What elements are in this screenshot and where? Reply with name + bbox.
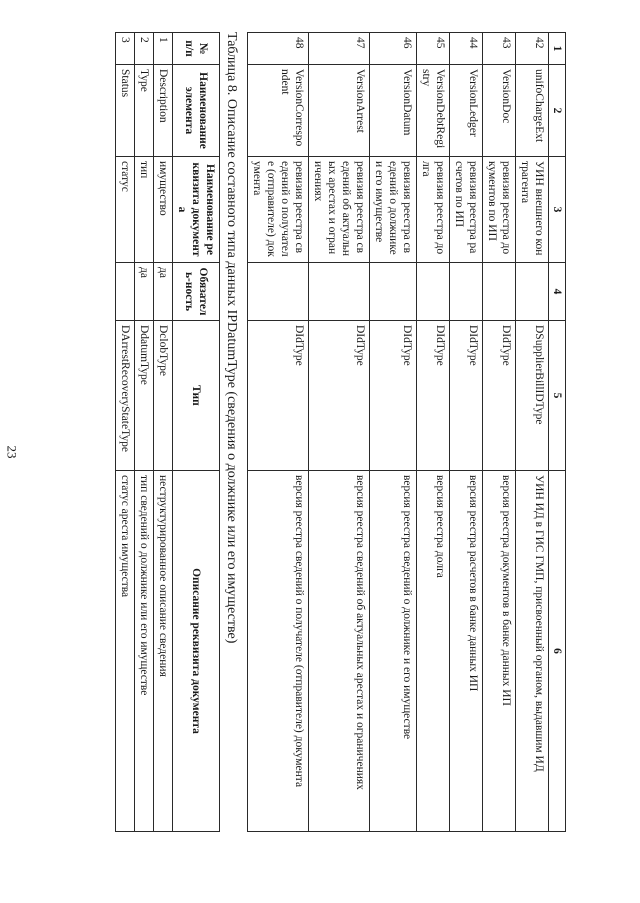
page-body <box>115 32 566 832</box>
table-cell: 44 <box>449 33 482 65</box>
table-row <box>416 33 449 832</box>
table-cell: УИН ИД в ГИС ГМП, присвоенный органом, выдавшим ИД <box>515 471 548 832</box>
table-cell: ревизия реестра сведений об актуальных арестах и ограничениях <box>308 157 369 263</box>
table-cell: ревизия реестра сведений о получателе (отправителе) документа <box>247 157 308 263</box>
table-cell: DIdType <box>449 321 482 471</box>
table-row <box>449 33 482 832</box>
header-cell-1: 1 <box>548 33 565 65</box>
header-cell-6: 6 <box>548 471 565 832</box>
table-cell: DclobType <box>153 321 172 471</box>
table-cell: VersionCorrespondent <box>247 65 308 157</box>
table-cell: ревизия реестра расчетов по ИП <box>449 157 482 263</box>
table-cell: имущество <box>153 157 172 263</box>
table-cell: версия реестра долга <box>416 471 449 832</box>
table-cell: статус ареста имущества <box>115 471 134 832</box>
table-cell: ревизия реестра сведений о должнике и его имуществе <box>369 157 416 263</box>
table-cell: 43 <box>482 33 515 65</box>
table-cell: Status <box>115 65 134 157</box>
table-row <box>308 33 369 832</box>
table-cell: Description <box>153 65 172 157</box>
table-cell: тип сведений о должнике или его имуществе <box>134 471 153 832</box>
table-cell: VersionDoc <box>482 65 515 157</box>
table-row <box>153 33 172 832</box>
table-cell <box>308 263 369 321</box>
table-row <box>482 33 515 832</box>
table-cell: VersionDebtRegistry <box>416 65 449 157</box>
table-cell: 1 <box>153 33 172 65</box>
table-cell: 48 <box>247 33 308 65</box>
header-element-name: Наименование элемента <box>172 65 219 157</box>
ipdatumtype-table <box>115 32 220 832</box>
table-row <box>115 33 134 832</box>
table1-header-row <box>548 33 565 832</box>
table1-body <box>247 33 548 832</box>
table-cell: unifoChargeExt <box>515 65 548 157</box>
table-row <box>369 33 416 832</box>
header-cell-2: 2 <box>548 65 565 157</box>
table-cell <box>369 263 416 321</box>
table-row <box>134 33 153 832</box>
header-description: Описание реквизита документа <box>172 471 219 832</box>
table-cell: Type <box>134 65 153 157</box>
table-cell: DIdType <box>308 321 369 471</box>
table2-body <box>115 33 172 832</box>
continued-attributes-table <box>247 32 566 832</box>
table-cell: VersionDatum <box>369 65 416 157</box>
header-attribute-name: Наименование реквизита документа <box>172 157 219 263</box>
table-cell: DSupplierBillIDType <box>515 321 548 471</box>
table-row <box>247 33 308 832</box>
header-cell-4: 4 <box>548 263 565 321</box>
table-cell: DIdType <box>416 321 449 471</box>
table-cell: статус <box>115 157 134 263</box>
header-cell-3: 3 <box>548 157 565 263</box>
table-cell: неструктурированное описание сведения <box>153 471 172 832</box>
table-cell: версия реестра документов в банке данных ИП <box>482 471 515 832</box>
table-cell: 3 <box>115 33 134 65</box>
table-cell <box>449 263 482 321</box>
table-cell <box>247 263 308 321</box>
table-row <box>515 33 548 832</box>
header-required: Обязатель-ность <box>172 263 219 321</box>
table-cell: версия реестра сведений о получателе (отправителе) документа <box>247 471 308 832</box>
page-number: 23 <box>4 445 19 458</box>
table-cell: версия реестра расчетов в банке данных ИП <box>449 471 482 832</box>
table-cell <box>482 263 515 321</box>
table-cell <box>416 263 449 321</box>
table-cell: ревизия реестра долга <box>416 157 449 263</box>
table-cell: да <box>153 263 172 321</box>
table-cell: УИН внешнего контрагента <box>515 157 548 263</box>
table-cell: 45 <box>416 33 449 65</box>
table2-header <box>172 33 219 832</box>
header-number: № п/п <box>172 33 219 65</box>
table-cell: 2 <box>134 33 153 65</box>
table-cell: DIdType <box>482 321 515 471</box>
table-cell <box>115 263 134 321</box>
table-cell: тип <box>134 157 153 263</box>
table-caption: Таблица 8. Описание составного типа данных IPDatumType (сведения о должнике или его имуществе) <box>223 32 239 644</box>
table-cell: 42 <box>515 33 548 65</box>
table-cell: DIdType <box>369 321 416 471</box>
table-cell: 46 <box>369 33 416 65</box>
table-cell: DIdType <box>247 321 308 471</box>
table-cell: 47 <box>308 33 369 65</box>
table-cell: DArrestRecoveryStateType <box>115 321 134 471</box>
table1-header <box>548 33 565 832</box>
table-cell: DdatumType <box>134 321 153 471</box>
table2-header-row <box>172 33 219 832</box>
table-cell: VersionLedger <box>449 65 482 157</box>
table-cell <box>515 263 548 321</box>
header-cell-5: 5 <box>548 321 565 471</box>
table-cell: версия реестра сведений о должнике и его имуществе <box>369 471 416 832</box>
table-cell: VersionArrest <box>308 65 369 157</box>
table-cell: версия реестра сведений об актуальных арестах и ограничениях <box>308 471 369 832</box>
table-cell: ревизия реестра документов по ИП <box>482 157 515 263</box>
header-type: Тип <box>172 321 219 471</box>
table-cell: да <box>134 263 153 321</box>
